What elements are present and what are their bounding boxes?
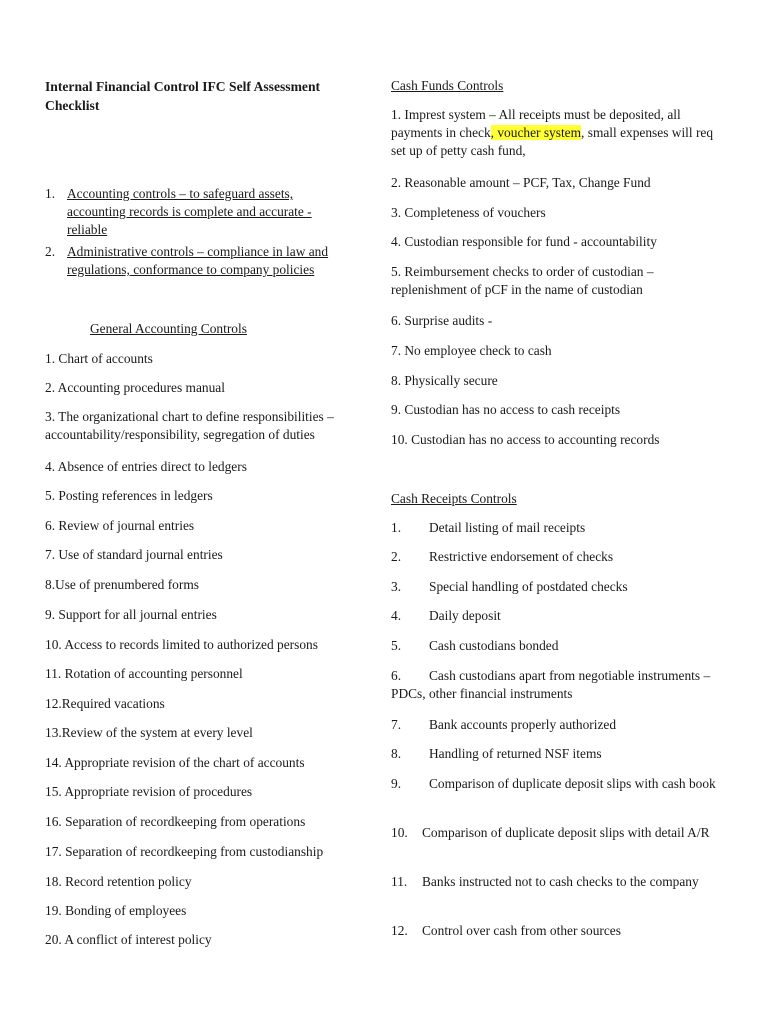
list-item: 15. Appropriate revision of procedures [45,784,253,799]
list-item [391,637,731,655]
list-item: 7. No employee check to cash [391,343,552,358]
list-item: 9. Support for all journal entries [45,607,217,622]
list-item-text: Special handling of postdated checks [429,579,628,594]
list-item: 18. Record retention policy [45,874,192,889]
list-item [391,873,731,891]
list-item [391,578,731,596]
numbered-item-administrative-controls [45,243,352,279]
list-item [391,607,731,625]
list-item-text: Control over cash from other sources [422,923,621,938]
list-item: 20. A conflict of interest policy [45,932,212,947]
list-item: 10. Access to records limited to authorized persons [45,637,318,652]
list-item: 13.Review of the system at every level [45,725,253,740]
list-item-number: 9. [391,776,402,791]
list-item-text: Comparison of duplicate deposit slips with detail A/R [422,825,710,840]
list-item [391,824,731,842]
list-item: 17. Separation of recordkeeping from custodianship [45,844,324,859]
list-item-text: Comparison of duplicate deposit slips with cash book [429,776,716,791]
list-item [391,548,731,566]
numbered-item-number: 2. [45,244,56,259]
list-item-number: 10. [391,825,408,840]
list-item: 4. Absence of entries direct to ledgers [45,459,247,474]
list-item [391,716,731,734]
imprest-text-continued: , small expenses will req set up of petty cash fund, [391,125,714,158]
list-item: 3. The organizational chart to define responsibilities – accountability/responsibility, segregation of duties [45,409,334,442]
list-item [391,667,731,703]
list-item-text: Restrictive endorsement of checks [429,549,614,564]
list-item: 4. Custodian responsible for fund - accountability [391,234,657,249]
list-item-number: 3. [391,579,402,594]
list-item: 5. Posting references in ledgers [45,488,213,503]
list-item-number: 6. [391,668,402,683]
highlighted-text: , voucher system [490,125,582,140]
list-item: 16. Separation of recordkeeping from operations [45,814,306,829]
general-accounting-controls-heading: General Accounting Controls [90,321,247,336]
list-item [391,922,731,940]
list-item-text: Daily deposit [429,608,501,623]
list-item-number: 8. [391,746,402,761]
list-item: 2. Accounting procedures manual [45,380,225,395]
list-item: 8.Use of prenumbered forms [45,577,199,592]
list-item: 11. Rotation of accounting personnel [45,666,243,681]
list-item [391,519,731,537]
list-item-text: Banks instructed not to cash checks to the company [422,874,699,889]
list-item: 6. Review of journal entries [45,518,195,533]
numbered-item-number: 1. [45,186,56,201]
list-item-text: Detail listing of mail receipts [429,520,586,535]
list-item-number: 4. [391,608,402,623]
list-item-number: 11. [391,874,408,889]
list-item: 10. Custodian has no access to accounting records [391,432,660,447]
list-item: 7. Use of standard journal entries [45,547,223,562]
cash-funds-controls-heading: Cash Funds Controls [391,78,504,93]
numbered-item-text: Administrative controls – compliance in law and regulations, conformance to company policies [67,244,329,277]
list-item: 6. Surprise audits - [391,313,493,328]
list-item: 2. Reasonable amount – PCF, Tax, Change Fund [391,175,651,190]
list-item-text: Cash custodians bonded [429,638,559,653]
numbered-item-text: Accounting controls – to safeguard assets, accounting records is complete and accurate - reliable [67,186,312,237]
numbered-item-accounting-controls [45,185,352,239]
list-item: 14. Appropriate revision of the chart of accounts [45,755,305,770]
list-item: 3. Completeness of vouchers [391,205,546,220]
list-item [391,745,731,763]
list-item: 9. Custodian has no access to cash receipts [391,402,621,417]
list-item-number: 5. [391,638,402,653]
list-item-number: 2. [391,549,402,564]
list-item-number: 1. [391,520,402,535]
list-item: 1. Chart of accounts [45,351,153,366]
list-item-number: 12. [391,923,408,938]
list-item-number: 7. [391,717,402,732]
list-item-text: Handling of returned NSF items [429,746,602,761]
cash-receipts-controls-heading: Cash Receipts Controls [391,491,517,506]
imprest-text: 1. Imprest system – All receipts must be deposited, all payments in check [391,107,681,140]
list-item-text: Cash custodians apart from negotiable instruments – PDCs, other financial instruments [391,668,711,701]
list-item-text: Bank accounts properly authorized [429,717,617,732]
list-item: 12.Required vacations [45,696,165,711]
list-item [391,106,731,160]
list-item: 8. Physically secure [391,373,498,388]
list-item [391,775,731,793]
list-item: 5. Reimbursement checks to order of custodian – replenishment of pCF in the name of custodian [391,264,654,297]
document-title: Internal Financial Control IFC Self Assessment Checklist [45,79,321,113]
list-item: 19. Bonding of employees [45,903,187,918]
